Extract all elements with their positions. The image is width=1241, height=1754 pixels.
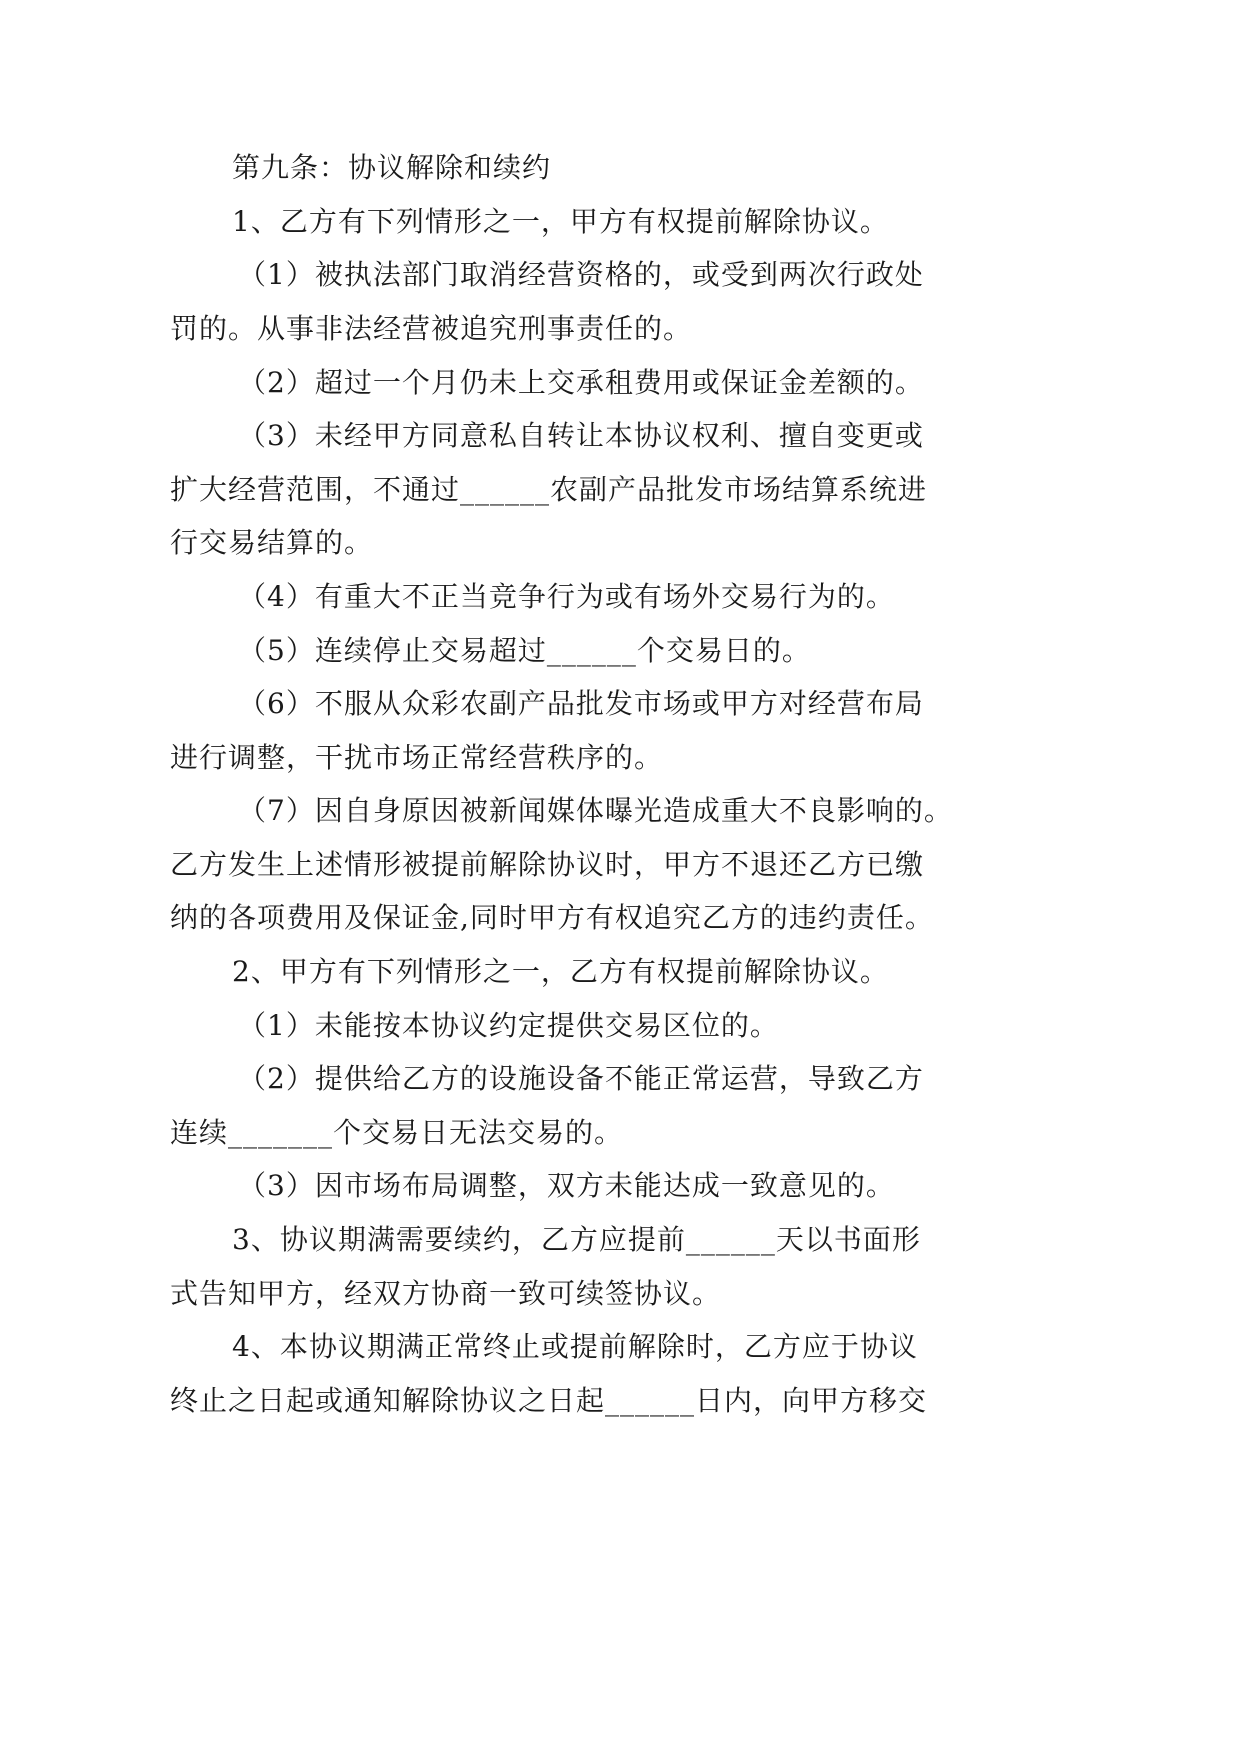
clause-2: 2、甲方有下列情形之一，乙方有权提前解除协议。 (232, 955, 889, 988)
clause-1: 1、乙方有下列情形之一，甲方有权提前解除协议。 (232, 205, 889, 238)
clause-1-item-3-line-1: （3）未经甲方同意私自转让本协议权利、擅自变更或 (238, 419, 924, 452)
clause-1-item-3-line-3: 行交易结算的。 (170, 526, 374, 559)
clause-1-item-3-line-2: 扩大经营范围，不通过______农副产品批发市场结算系统进 (170, 473, 928, 506)
clause-1-item-5: （5）连续停止交易超过______个交易日的。 (238, 634, 811, 667)
clause-3-line-2: 式告知甲方，经双方协商一致可续签协议。 (170, 1277, 722, 1310)
clause-4-line-1: 4、本协议期满正常终止或提前解除时，乙方应于协议 (232, 1330, 918, 1363)
clause-1-item-6-line-1: （6）不服从众彩农副产品批发市场或甲方对经营布局 (238, 687, 924, 720)
clause-1-item-1-line-1: （1）被执法部门取消经营资格的，或受到两次行政处 (238, 258, 924, 291)
clause-1-item-6-line-2: 进行调整，干扰市场正常经营秩序的。 (170, 741, 664, 774)
article-heading: 第九条：协议解除和续约 (232, 151, 552, 184)
clause-1-consequence-line-1: 乙方发生上述情形被提前解除协议时，甲方不退还乙方已缴 (170, 848, 925, 881)
clause-1-item-1-line-2: 罚的。从事非法经营被追究刑事责任的。 (170, 312, 693, 345)
clause-1-item-2: （2）超过一个月仍未上交承租费用或保证金差额的。 (238, 366, 924, 399)
clause-2-item-1: （1）未能按本协议约定提供交易区位的。 (238, 1009, 779, 1042)
clause-3-line-1: 3、协议期满需要续约，乙方应提前______天以书面形 (232, 1223, 921, 1256)
clause-1-item-7: （7）因自身原因被新闻媒体曝光造成重大不良影响的。 (238, 794, 953, 827)
clause-2-item-2-line-1: （2）提供给乙方的设施设备不能正常运营，导致乙方 (238, 1062, 924, 1095)
clause-1-consequence-line-2: 纳的各项费用及保证金,同时甲方有权追究乙方的违约责任。 (170, 901, 934, 934)
clause-2-item-2-line-2: 连续_______个交易日无法交易的。 (170, 1116, 624, 1149)
clause-2-item-3: （3）因市场布局调整，双方未能达成一致意见的。 (238, 1169, 895, 1202)
clause-4-line-2: 终止之日起或通知解除协议之日起______日内，向甲方移交 (170, 1384, 928, 1417)
clause-1-item-4: （4）有重大不正当竞争行为或有场外交易行为的。 (238, 580, 895, 613)
